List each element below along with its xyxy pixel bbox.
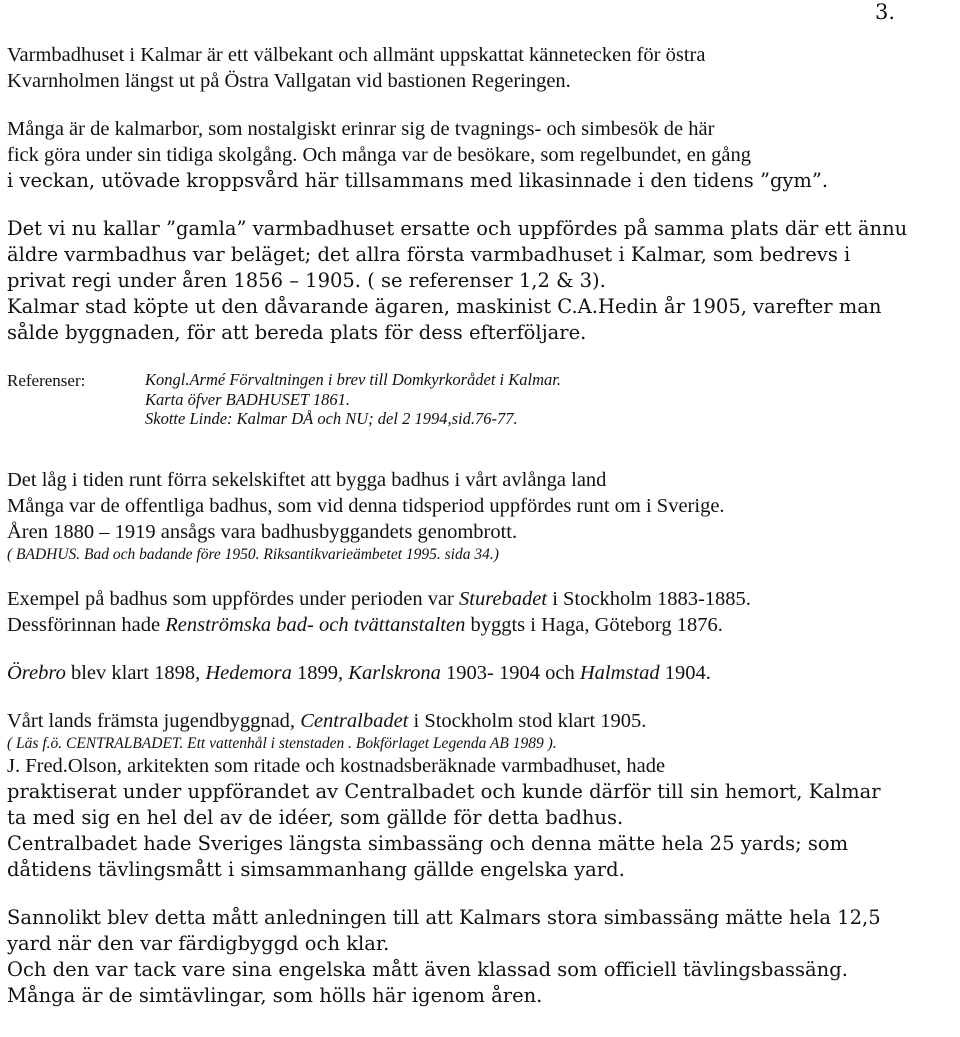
text-line: äldre varmbadhus var beläget; det allra första varmbadhuset i Kalmar, som bedrevs i <box>7 243 851 266</box>
paragraph-memories <box>7 116 955 194</box>
text-line: Åren 1880 – 1919 ansågs vara badhusbyggandets genombrott. <box>7 520 518 543</box>
text-line: Och den var tack vare sina engelska mått även klassad som officiell tävlingsbassäng. <box>7 957 848 981</box>
text-line: sålde byggnaden, för att bereda plats för dess efterföljare. <box>7 321 587 344</box>
text-line: J. Fred.Olson, arkitekten som ritade och kostnadsberäknade varmbadhuset, hade <box>7 754 666 777</box>
text-line: privat regi under åren 1856 – 1905. ( se referenser 1,2 & 3). <box>7 269 606 292</box>
text-line: yard när den var färdigbyggd och klar. <box>7 931 390 955</box>
text-line: praktiserat under uppförandet av Centralbadet och kunde därför till sin hemort, Kalmar <box>7 779 881 803</box>
text-line: i veckan, utövade kroppsvård här tillsammans med likasinnade i den tidens ”gym”. <box>7 169 829 192</box>
text-line: Många är de kalmarbor, som nostalgiskt erinrar sig de tvagnings- och simbesök de här <box>7 118 715 140</box>
text-segment: 1899, <box>291 661 349 684</box>
reference-item: Kongl.Armé Förvaltningen i brev till Domkyrkorådet i Kalmar. <box>145 370 561 389</box>
text-line: Många är de simtävlingar, som hölls här igenom åren. <box>7 983 543 1007</box>
text-line: fick göra under sin tidiga skolgång. Och många var de besökare, som regelbundet, en gång <box>7 144 752 166</box>
text-line <box>7 660 955 686</box>
emphasis-name: Centralbadet <box>300 709 409 732</box>
text-segment: Vårt lands främsta jugendbyggnad, <box>7 709 301 732</box>
text-line: ta med sig en hel del av de idéer, som gällde för detta badhus. <box>7 805 624 829</box>
text-line: Sannolikt blev detta mått anledningen till att Kalmars stora simbassäng mätte hela 12,5 <box>7 905 881 929</box>
reference-item: Skotte Linde: Kalmar DÅ och NU; del 2 1994,sid.76-77. <box>145 409 518 428</box>
text-segment: blev klart 1898, <box>65 661 206 684</box>
paragraph-bathhouses <box>7 467 955 564</box>
text-line: dåtidens tävlingsmått i simsammanhang gällde engelska yard. <box>7 857 625 881</box>
text-segment: i Stockholm stod klart 1905. <box>408 709 647 732</box>
text-segment: Exempel på badhus som uppfördes under perioden var <box>7 587 460 610</box>
text-segment: byggts i Haga, Göteborg 1876. <box>465 613 723 636</box>
text-line: Det vi nu kallar ”gamla” varmbadhuset ersatte och uppfördes på samma plats där ett ännu <box>7 217 908 240</box>
paragraph-intro <box>7 42 955 94</box>
paragraph-history <box>7 216 955 346</box>
paragraph-conclusion <box>7 905 955 1009</box>
text-segment: Dessförinnan hade <box>7 613 166 636</box>
paragraph-cities <box>7 660 955 686</box>
text-line: Kvarnholmen längst ut på Östra Vallgatan vid bastionen Regeringen. <box>7 70 571 92</box>
city-name: Hedemora <box>205 661 292 684</box>
emphasis-name: Renströmska bad- och tvättanstalten <box>165 613 466 636</box>
text-line: Varmbadhuset i Kalmar är ett välbekant och allmänt uppskattat kännetecken för östra <box>7 44 706 66</box>
reference-item: Karta öfver BADHUSET 1861. <box>145 389 351 409</box>
references-label: Referenser: <box>7 371 86 390</box>
text-line: Centralbadet hade Sveriges längsta simbassäng och denna mätte hela 25 yards; som <box>7 831 849 855</box>
references-block <box>7 370 955 429</box>
text-line: Kalmar stad köpte ut den dåvarande ägaren, maskinist C.A.Hedin år 1905, varefter man <box>7 295 882 318</box>
text-segment: i Stockholm 1883-1885. <box>547 587 751 610</box>
city-name: Karlskrona <box>348 661 441 684</box>
page-number: 3. <box>875 0 896 24</box>
paragraph-centralbadet <box>7 708 955 883</box>
city-name: Halmstad <box>579 661 660 684</box>
references-list <box>145 370 561 429</box>
text-line <box>7 586 955 612</box>
emphasis-name: Sturebadet <box>459 587 548 610</box>
source-citation: ( BADHUS. Bad och badande före 1950. Riksantikvarieämbetet 1995. sida 34.) <box>7 545 499 563</box>
city-name: Örebro <box>7 661 66 684</box>
source-citation: ( Läs f.ö. CENTRALBADET. Ett vattenhål i stenstaden . Bokförlaget Legenda AB 1989 ). <box>7 734 557 752</box>
text-segment: 1904. <box>659 661 711 684</box>
text-segment: 1903- 1904 och <box>440 661 580 684</box>
paragraph-examples <box>7 586 955 638</box>
text-line: Många var de offentliga badhus, som vid denna tidsperiod uppfördes runt om i Sverige. <box>7 494 725 517</box>
text-line: Det låg i tiden runt förra sekelskiftet att bygga badhus i vårt avlånga land <box>7 468 607 491</box>
document-body <box>7 42 955 1009</box>
text-line <box>7 612 955 638</box>
text-line <box>7 708 955 734</box>
